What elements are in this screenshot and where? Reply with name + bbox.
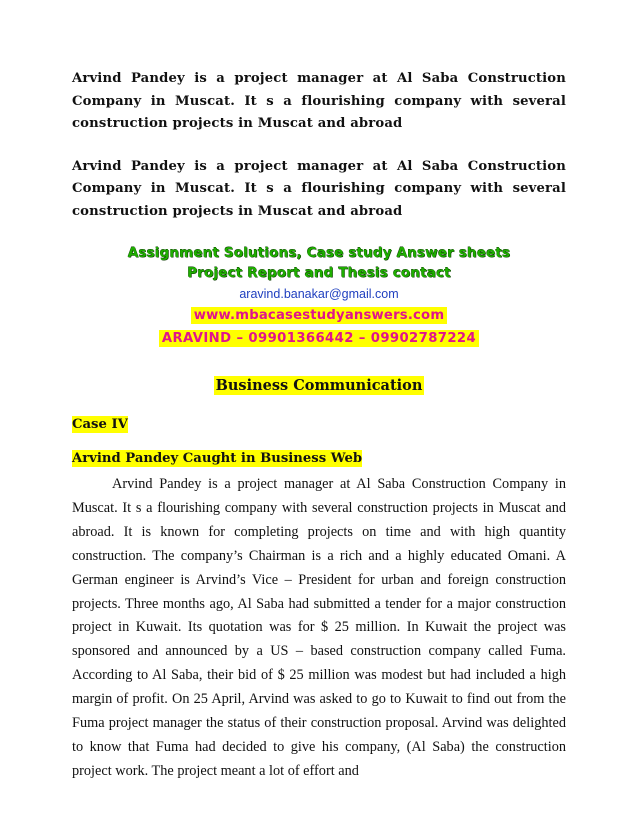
case-label: Case IV xyxy=(72,417,128,432)
case-label-row xyxy=(72,417,566,432)
promo-contact-line: Project Report and Thesis contact xyxy=(187,265,451,281)
intro-paragraph: Arvind Pandey is a project manager at Al Saba Construction Company in Muscat. It s a flourishing company with several construction projects in Muscat and abroad xyxy=(72,158,566,219)
intro-paragraph: Arvind Pandey is a project manager at Al Saba Construction Company in Muscat. It s a flourishing company with several construction projects in Muscat and abroad xyxy=(72,71,566,131)
document-title-wrap xyxy=(72,375,566,394)
case-title: Arvind Pandey Caught in Business Web xyxy=(72,451,363,466)
document-title: Business Communication xyxy=(215,377,423,394)
contact-promo-block xyxy=(72,243,566,350)
promo-phone-numbers: ARAVIND – 09901366442 – 09902787224 xyxy=(159,330,479,347)
case-title-row xyxy=(72,451,566,466)
case-body-text: Arvind Pandey is a project manager at Al Saba Construction Company in Muscat. It s a flourishing company with several construction projects in Muscat and abroad. It is known for completing projects on time and with high quantity construction. The company’s Chairman is a rich and a highly educated Omani. A German engineer is Arvind’s Vice – President for urban and foreign construction projects. Three months ago, Al Saba had submitted a tender for a major construction project in Kuwait. Its quotation was for $ 25 million. In Kuwait the project was sponsored and announced by a US – based construction company called Fuma. According to Al Saba, their bid of $ 25 million was modest but had included a high margin of profit. On 25 April, Arvind was asked to go to Kuwait to find out from the Fuma project manager the status of their construction proposal. Arvind was delighted to know that Fuma had decided to give his company, (Al Saba) the construction project work. The project meant a lot of effort and xyxy=(72,476,566,779)
document-page xyxy=(72,68,566,784)
promo-services-line: Assignment Solutions, Case study Answer sheets xyxy=(127,245,511,261)
promo-email-link[interactable]: aravind.banakar@gmail.com xyxy=(239,287,399,301)
promo-website-link[interactable]: www.mbacasestudyanswers.com xyxy=(191,307,448,324)
